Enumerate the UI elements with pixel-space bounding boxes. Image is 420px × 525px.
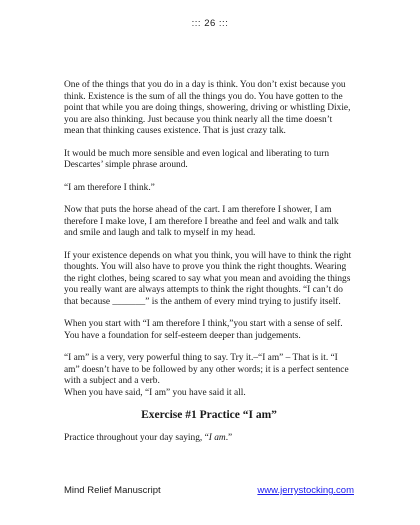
exercise-text-italic: I am	[208, 432, 226, 443]
exercise-text-start: Practice throughout your day saying, “	[64, 432, 209, 443]
footer-website-link[interactable]: www.jerrystocking.com	[257, 485, 354, 496]
paragraph-quote: “I am therefore I think.”	[64, 182, 155, 193]
footer-title: Mind Relief Manuscript	[64, 485, 161, 496]
paragraph-right-thoughts: If your existence depends on what you think, you will have to think the right thoughts. You will also have to prove you think the right thoughts. Wearing the right clothes, being scared to say what you mean and avoiding the things you really want are always attempts to think the right thoughts. “I can’t do that because _______” is the anthem of every mind trying to justify itself.	[64, 250, 352, 307]
page-number: ::: 26 :::	[191, 18, 229, 29]
page-body	[64, 80, 354, 455]
exercise-text	[64, 433, 354, 445]
paragraph-i-am: “I am” is a very, very powerful thing to say. Try it.–“I am” – That is it. “I am” doesn’t have to be followed by any other words; it is a perfect sentence with a subject and a verb.	[64, 353, 349, 386]
paragraph-said-it-all: When you have said, “I am” you have said it all.	[64, 387, 246, 398]
paragraph-sense-of-self: When you start with “I am therefore I think,”you start with a sense of self. You have a foundation for self-esteem deeper than judgements.	[64, 319, 343, 341]
paragraph-descartes: It would be much more sensible and even logical and liberating to turn Descartes’ simple phrase around.	[64, 148, 330, 170]
paragraph-horse-cart: Now that puts the horse ahead of the cart. I am therefore I shower, I am therefore I make love, I am therefore I breathe and feel and walk and talk and smile and laugh and talk to myself in my head.	[64, 205, 339, 238]
exercise-heading: Exercise #1 Practice “I am”	[141, 409, 277, 421]
paragraph-existence: One of the things that you do in a day is think. You don’t exist because you think. Existence is the sum of all the things you do. You have gotten to the point that while you are doing things, showering, driving or whistling Dixie, you are also thinking. Just because you think nearly all the time doesn’t mean that thinking causes existence. That is just crazy talk.	[64, 80, 351, 136]
exercise-text-end: .”	[225, 432, 233, 443]
